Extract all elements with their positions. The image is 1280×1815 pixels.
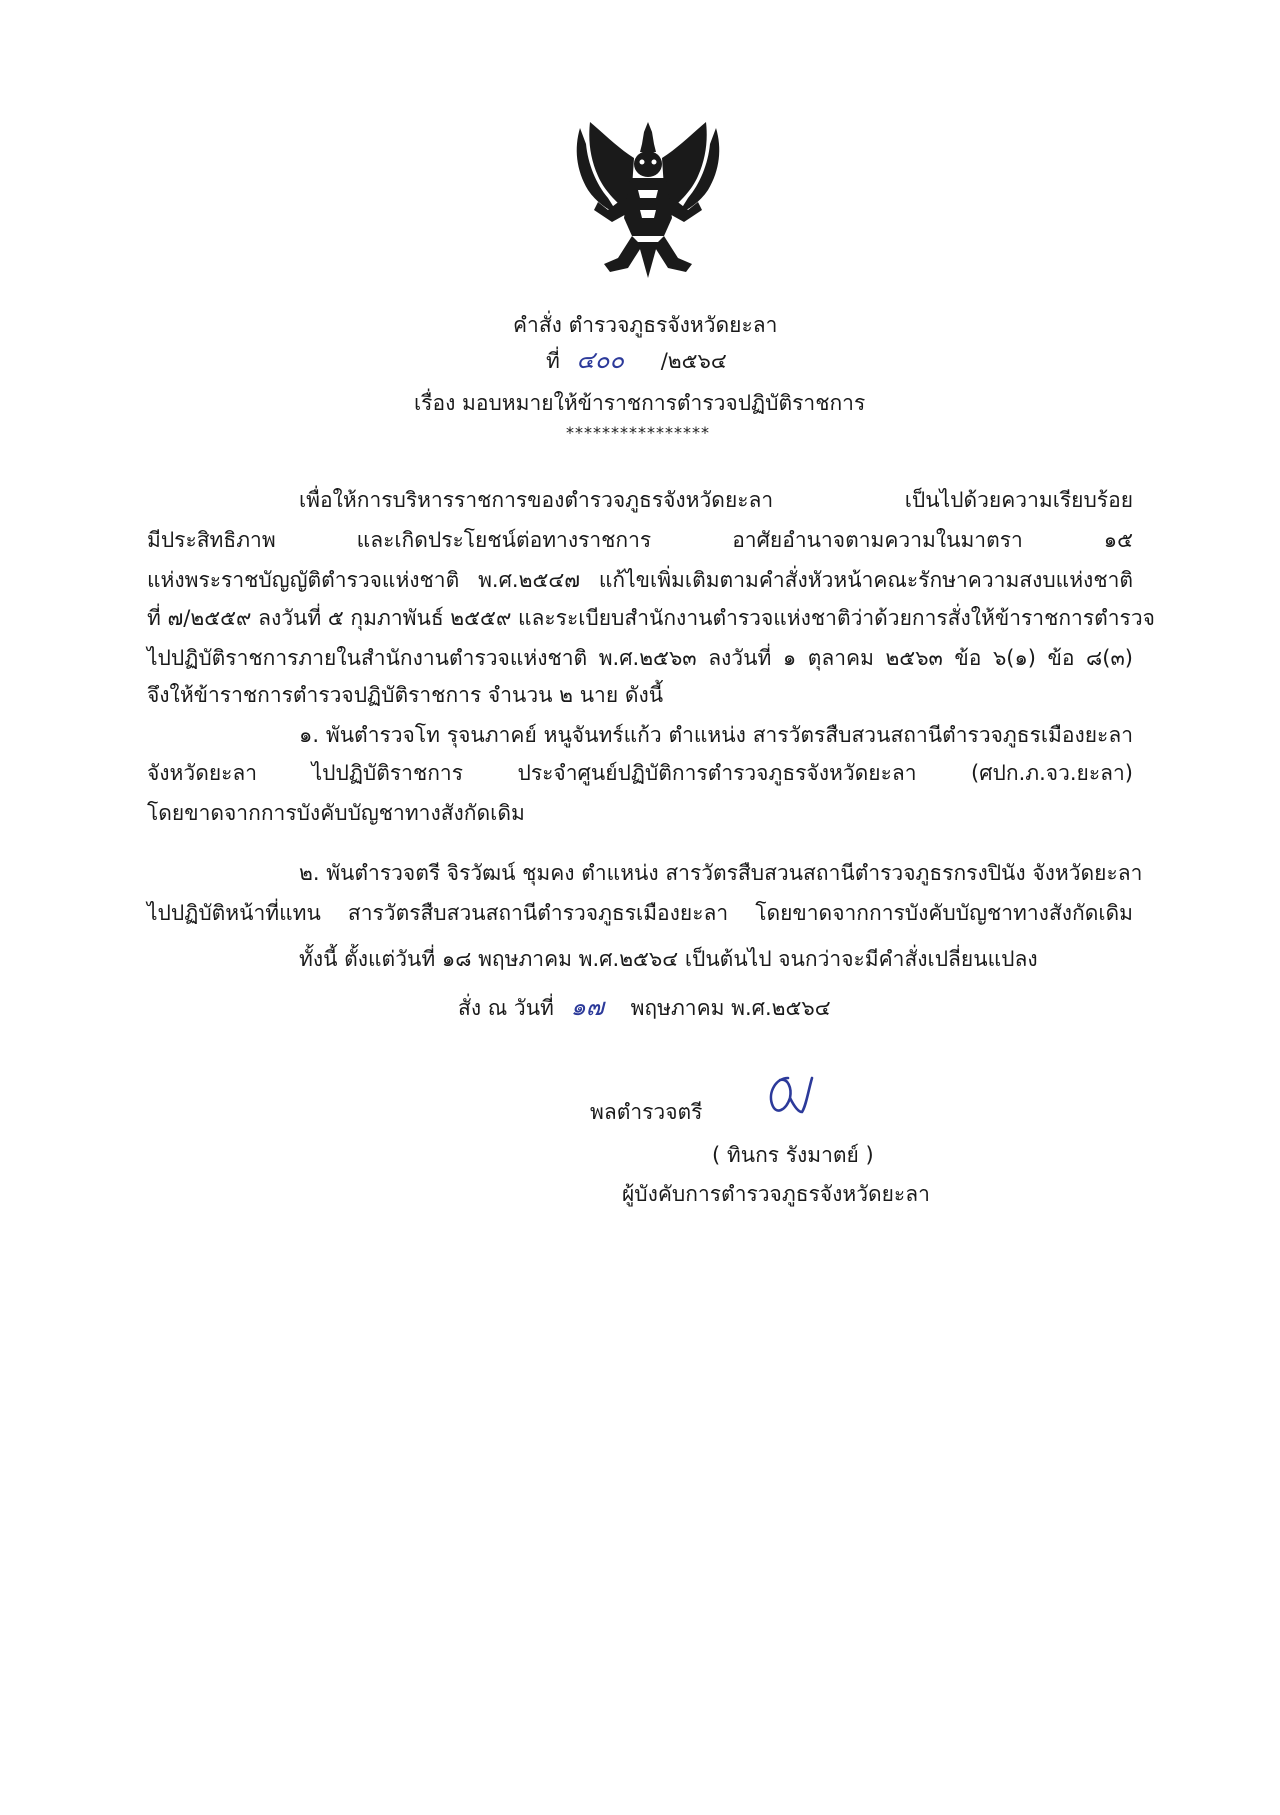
signer-rank: พลตำรวจตรี <box>590 1100 703 1124</box>
effective-date: ทั้งนี้ ตั้งแต่วันที่ ๑๘ พฤษภาคม พ.ศ.๒๕๖๔ เป็นต้นไป จนกว่าจะมีคำสั่งเปลี่ยนแปลง <box>299 947 1038 971</box>
paragraph-line: ที่ ๗/๒๕๕๙ ลงวันที่ ๕ กุมภาพันธ์ ๒๕๕๙ และระเบียบสำนักงานตำรวจแห่งชาติว่าด้วยการสั่งให้ข้าราชการตำรวจ <box>147 606 1155 630</box>
paragraph-line: เพื่อให้การบริหารราชการของตำรวจภูธรจังหวัดยะลา เป็นไปด้วยความเรียบร้อย <box>299 488 1133 512</box>
paragraph-line: จึงให้ข้าราชการตำรวจปฏิบัติราชการ จำนวน ๒ นาย ดังนี้ <box>147 683 664 707</box>
order-date <box>458 992 831 1023</box>
paragraph-line: แห่งพระราชบัญญัติตำรวจแห่งชาติ พ.ศ.๒๕๔๗ แก้ไขเพิ่มเติมตามคำสั่งหัวหน้าคณะรักษาความสงบแห่งชาติ <box>147 568 1133 592</box>
order-title: คำสั่ง ตำรวจภูธรจังหวัดยะลา <box>513 313 778 337</box>
order-date-month-year: พฤษภาคม พ.ศ.๒๕๖๔ <box>630 996 831 1020</box>
signer-position: ผู้บังคับการตำรวจภูธรจังหวัดยะลา <box>622 1182 930 1206</box>
order-date-day-handwritten: ๑๗ <box>570 993 604 1021</box>
paragraph-line: ไปปฏิบัติราชการภายในสำนักงานตำรวจแห่งชาติ พ.ศ.๒๕๖๓ ลงวันที่ ๑ ตุลาคม ๒๕๖๓ ข้อ ๖(๑) ข้อ ๘(๓) <box>147 646 1133 670</box>
garuda-emblem-icon <box>568 118 728 280</box>
item-2-line: ไปปฏิบัติหน้าที่แทน สารวัตรสืบสวนสถานีตำรวจภูธรเมืองยะลา โดยขาดจากการบังคับบัญชาทางสังกัดเดิม <box>147 901 1133 925</box>
paragraph-line: มีประสิทธิภาพ และเกิดประโยชน์ต่อทางราชการ อาศัยอำนาจตามความในมาตรา ๑๕ <box>147 528 1133 552</box>
handwritten-signature <box>758 1072 818 1124</box>
signer-name: ( ทินกร รังมาตย์ ) <box>712 1143 874 1167</box>
order-number-year: /๒๕๖๔ <box>660 349 727 373</box>
order-subject: เรื่อง มอบหมายให้ข้าราชการตำรวจปฏิบัติราชการ <box>414 391 866 415</box>
order-number-handwritten: ๔๐๐ <box>576 346 624 374</box>
item-1-line: โดยขาดจากการบังคับบัญชาทางสังกัดเดิม <box>147 801 525 825</box>
item-2-line: ๒. พันตำรวจตรี จิรวัฒน์ ชุมคง ตำแหน่ง สารวัตรสืบสวนสถานีตำรวจภูธรกรงปินัง จังหวัดยะลา <box>299 861 1143 885</box>
item-1-line: ๑. พันตำรวจโท รุจนภาคย์ หนูจันทร์แก้ว ตำแหน่ง สารวัตรสืบสวนสถานีตำรวจภูธรเมืองยะลา <box>299 723 1133 747</box>
order-date-prefix: สั่ง ณ วันที่ <box>458 996 554 1020</box>
order-number <box>546 345 727 376</box>
item-1-line: จังหวัดยะลา ไปปฏิบัติราชการ ประจำศูนย์ปฏิบัติการตำรวจภูธรจังหวัดยะลา (ศปก.ภ.จว.ยะลา) <box>147 761 1133 785</box>
separator-asterisks: **************** <box>566 423 710 442</box>
order-number-prefix: ที่ <box>546 349 560 373</box>
